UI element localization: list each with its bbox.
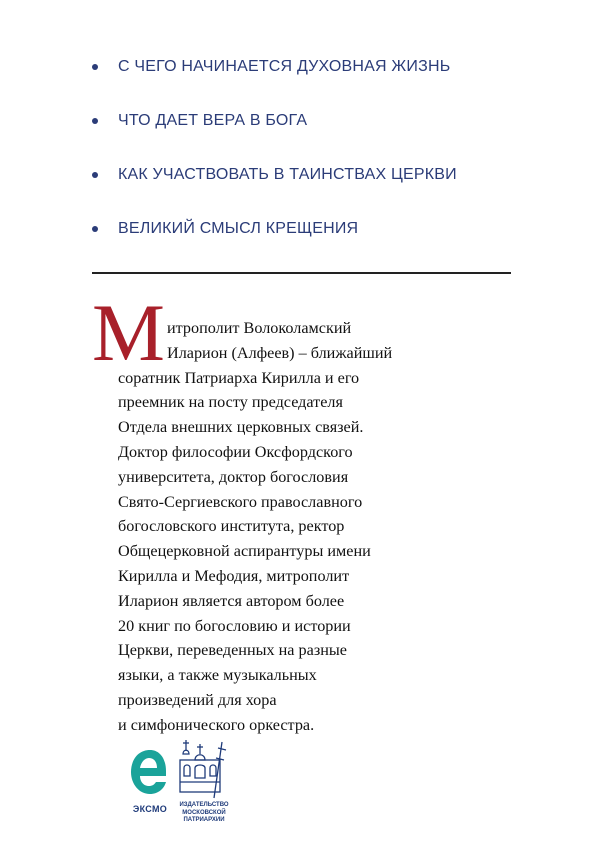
patriarchy-label-line: ИЗДАТЕЛЬСТВО	[179, 802, 229, 808]
bio-line: Иларион является автором более	[118, 591, 345, 610]
bullet-dot-icon	[92, 226, 98, 232]
eksmo-label: ЭКСМО	[132, 804, 168, 814]
moscow-patriarchy-logo-icon	[176, 738, 230, 802]
bio-line: произведений для хора	[118, 690, 277, 709]
bullet-text: С ЧЕГО НАЧИНАЕТСЯ ДУХОВНАЯ ЖИЗНЬ	[118, 58, 451, 75]
section-divider	[92, 272, 511, 274]
bio-line: языки, а также музыкальных	[118, 666, 317, 685]
bullet-dot-icon	[92, 172, 98, 178]
bio-line: Церкви, переведенных на разные	[118, 641, 347, 660]
bio-line: и симфонического оркестра.	[118, 715, 315, 734]
bullet-text: ЧТО ДАЕТ ВЕРА В БОГА	[118, 112, 308, 129]
bio-line: 20 книг по богословию и истории	[118, 616, 351, 635]
bio-line: итрополит Волоколамский	[167, 319, 352, 337]
patriarchy-label-line: ПАТРИАРХИИ	[183, 817, 225, 823]
patriarchy-label-line: МОСКОВСКОЙ	[182, 809, 226, 816]
bullet-list	[92, 56, 532, 272]
bio-line: Иларион (Алфеев) – ближайший	[167, 343, 393, 362]
bullet-item	[92, 56, 532, 110]
bullet-dot-icon	[92, 118, 98, 124]
bio-line: Общецерковной аспирантуры имени	[118, 542, 371, 561]
bio-line: Отдела внешних церковных связей.	[118, 418, 364, 437]
bio-line: университета, доктор богословия	[118, 467, 349, 486]
bullet-item	[92, 164, 532, 218]
eksmo-logo-icon	[128, 746, 168, 798]
bullet-item	[92, 110, 532, 164]
bullet-text: КАК УЧАСТВОВАТЬ В ТАИНСТВАХ ЦЕРКВИ	[118, 166, 457, 183]
bullet-dot-icon	[92, 64, 98, 70]
bio-text	[118, 316, 392, 738]
patriarchy-label	[174, 802, 234, 825]
bio-line: Доктор философии Оксфордского	[118, 442, 353, 461]
dropcap-letter: М	[92, 287, 165, 378]
bio-line: соратник Патриарха Кирилла и его	[118, 368, 360, 387]
bullet-text: ВЕЛИКИЙ СМЫСЛ КРЕЩЕНИЯ	[118, 220, 359, 237]
bio-line: Кирилла и Мефодия, митрополит	[118, 566, 350, 585]
bio-line: богословского института, ректор	[118, 517, 345, 536]
bullet-item	[92, 218, 532, 272]
bio-line: Свято-Сергиевского православного	[118, 492, 363, 511]
bio-line: преемник на посту председателя	[118, 393, 343, 412]
publisher-logos	[124, 738, 234, 828]
